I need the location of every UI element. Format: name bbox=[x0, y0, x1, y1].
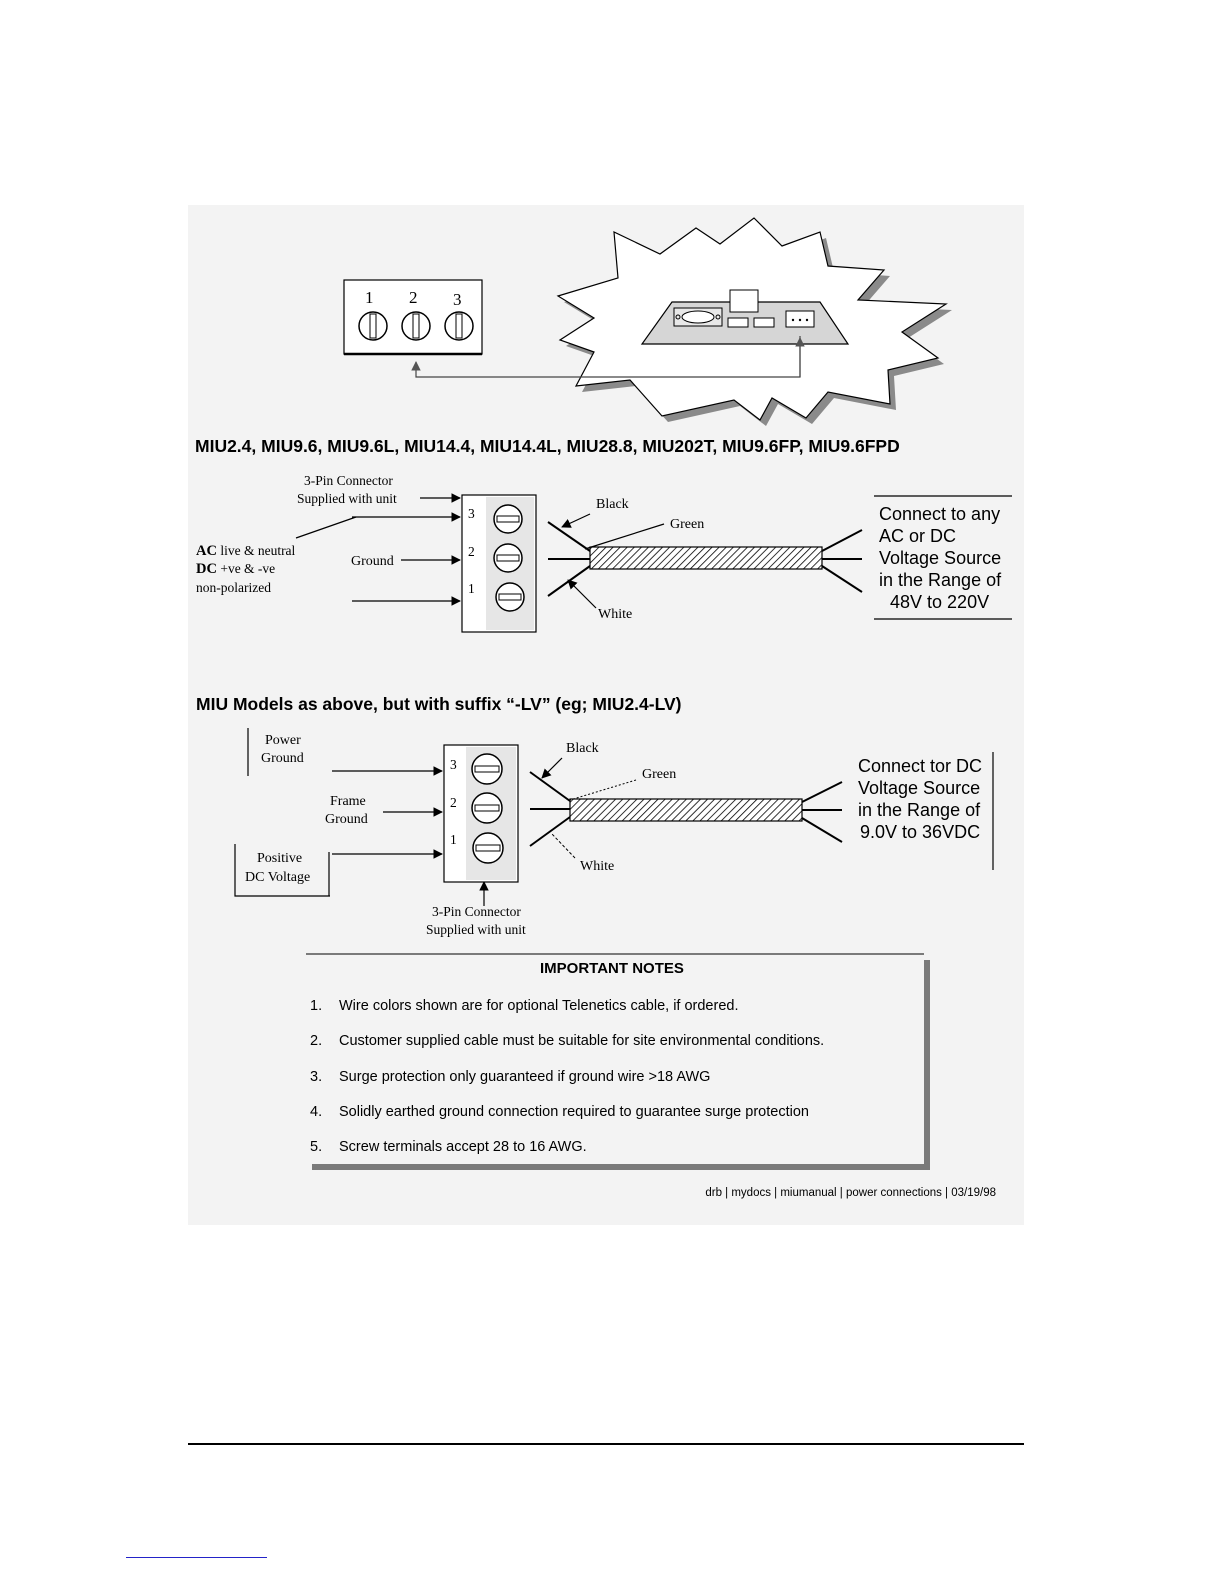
hv-connect-line4: in the Range of bbox=[879, 570, 1002, 590]
footnote-link-rule bbox=[126, 1557, 267, 1558]
lv-positive-dc-line1: Positive bbox=[257, 851, 303, 866]
hv-ac-label: AC live & neutral bbox=[196, 543, 296, 559]
top-3-pin-connector bbox=[344, 280, 482, 354]
hv-cable bbox=[548, 497, 862, 622]
hv-models-heading: MIU2.4, MIU9.6, MIU9.6L, MIU14.4, MIU14.4L, MIU28.8, MIU202T, MIU9.6FP, MIU9.6FPD bbox=[195, 436, 900, 456]
lv-screw-3 bbox=[472, 754, 502, 784]
hv-green-wire-label: Green bbox=[670, 517, 705, 532]
lv-connect-line1: Connect tor DC bbox=[858, 756, 983, 776]
lv-power-ground-line2: Ground bbox=[261, 751, 304, 766]
page-bottom-rule bbox=[188, 1443, 1024, 1445]
document-footer: drb | mydocs | miumanual | power connections | 03/19/98 bbox=[705, 1187, 996, 1199]
hv-pin-3: 3 bbox=[468, 506, 475, 521]
top-screw-3 bbox=[445, 312, 473, 340]
lv-black-wire-label: Black bbox=[566, 741, 599, 756]
lv-screw-2 bbox=[472, 793, 502, 823]
lv-models-heading: MIU Models as above, but with suffix “-LV” (eg; MIU2.4-LV) bbox=[196, 694, 682, 714]
hv-connect-line3: Voltage Source bbox=[879, 548, 1002, 568]
hv-screw-1 bbox=[496, 583, 524, 611]
top-pin-2-label: 2 bbox=[409, 288, 418, 307]
top-screw-1 bbox=[359, 312, 387, 340]
lv-frame-ground-line1: Frame bbox=[330, 794, 366, 809]
lv-pin-2: 2 bbox=[450, 795, 457, 810]
lv-connect-line4: 9.0V to 36VDC bbox=[860, 822, 981, 842]
top-screw-2 bbox=[402, 312, 430, 340]
hv-black-wire-label: Black bbox=[596, 497, 629, 512]
lv-connect-line3: in the Range of bbox=[858, 800, 981, 820]
hv-nonpolarized-label: non-polarized bbox=[196, 580, 271, 595]
lv-screw-1 bbox=[473, 833, 503, 863]
notes-title: IMPORTANT NOTES bbox=[540, 960, 684, 977]
note-item-1 bbox=[310, 998, 739, 1014]
top-pin-3-label: 3 bbox=[453, 290, 462, 309]
lv-voltage-range-callout bbox=[858, 752, 993, 870]
svg-text:Customer supplied cable must b: Customer supplied cable must be suitable for site environmental conditions. bbox=[339, 1033, 825, 1049]
lv-connector-label-line1: 3-Pin Connector bbox=[432, 904, 521, 919]
diagram-canvas bbox=[188, 205, 1024, 1225]
note-item-4 bbox=[310, 1104, 809, 1120]
svg-text:5.: 5. bbox=[310, 1139, 323, 1155]
hv-ground-label: Ground bbox=[351, 554, 394, 569]
note-item-3 bbox=[310, 1069, 710, 1085]
note-item-5 bbox=[310, 1139, 587, 1155]
hv-pin-1: 1 bbox=[468, 581, 475, 596]
lv-positive-dc-line2: DC Voltage bbox=[245, 870, 311, 885]
hv-white-wire-label: White bbox=[598, 607, 633, 622]
hv-connect-line5: 48V to 220V bbox=[890, 592, 990, 612]
lv-white-wire-label: White bbox=[580, 859, 615, 874]
hv-voltage-range-callout bbox=[874, 496, 1012, 619]
lv-pin-1: 1 bbox=[450, 832, 457, 847]
svg-text:Surge protection only guarante: Surge protection only guaranteed if ground wire >18 AWG bbox=[339, 1069, 711, 1085]
lv-connect-line2: Voltage Source bbox=[858, 778, 981, 798]
lv-connector-label-line2: Supplied with unit bbox=[426, 922, 526, 937]
power-connections-figure bbox=[188, 205, 1024, 1225]
svg-text:Screw terminals accept 28 to 1: Screw terminals accept 28 to 16 AWG. bbox=[339, 1139, 587, 1155]
svg-text:3.: 3. bbox=[310, 1069, 323, 1085]
lv-pin-3: 3 bbox=[450, 757, 457, 772]
hv-screw-2 bbox=[494, 544, 522, 572]
svg-text:1.: 1. bbox=[310, 998, 323, 1014]
note-item-2 bbox=[310, 1033, 824, 1049]
hv-pin-2: 2 bbox=[468, 544, 475, 559]
svg-text:Solidly earthed ground connect: Solidly earthed ground connection required to guarantee surge protection bbox=[339, 1104, 809, 1120]
svg-text:4.: 4. bbox=[310, 1104, 323, 1120]
important-notes-box bbox=[306, 954, 930, 1170]
hv-annotations bbox=[196, 473, 460, 601]
svg-text:2.: 2. bbox=[310, 1033, 323, 1049]
hv-screw-3 bbox=[494, 505, 522, 533]
lv-cable bbox=[530, 741, 842, 874]
hv-connector-label-line1: 3-Pin Connector bbox=[304, 473, 393, 488]
hv-connect-line2: AC or DC bbox=[879, 526, 957, 546]
hv-connector-label-line2: Supplied with unit bbox=[297, 491, 397, 506]
lv-frame-ground-line2: Ground bbox=[325, 812, 368, 827]
lv-terminal-block bbox=[444, 745, 518, 882]
hv-terminal-block bbox=[462, 495, 536, 632]
svg-text:Wire colors shown are for opti: Wire colors shown are for optional Telenetics cable, if ordered. bbox=[339, 998, 739, 1014]
lv-green-wire-label: Green bbox=[642, 767, 677, 782]
hv-connect-line1: Connect to any bbox=[879, 504, 1001, 524]
top-pin-1-label: 1 bbox=[365, 288, 374, 307]
hv-dc-label: DC +ve & -ve bbox=[196, 561, 276, 577]
lv-power-ground-line1: Power bbox=[265, 733, 301, 748]
